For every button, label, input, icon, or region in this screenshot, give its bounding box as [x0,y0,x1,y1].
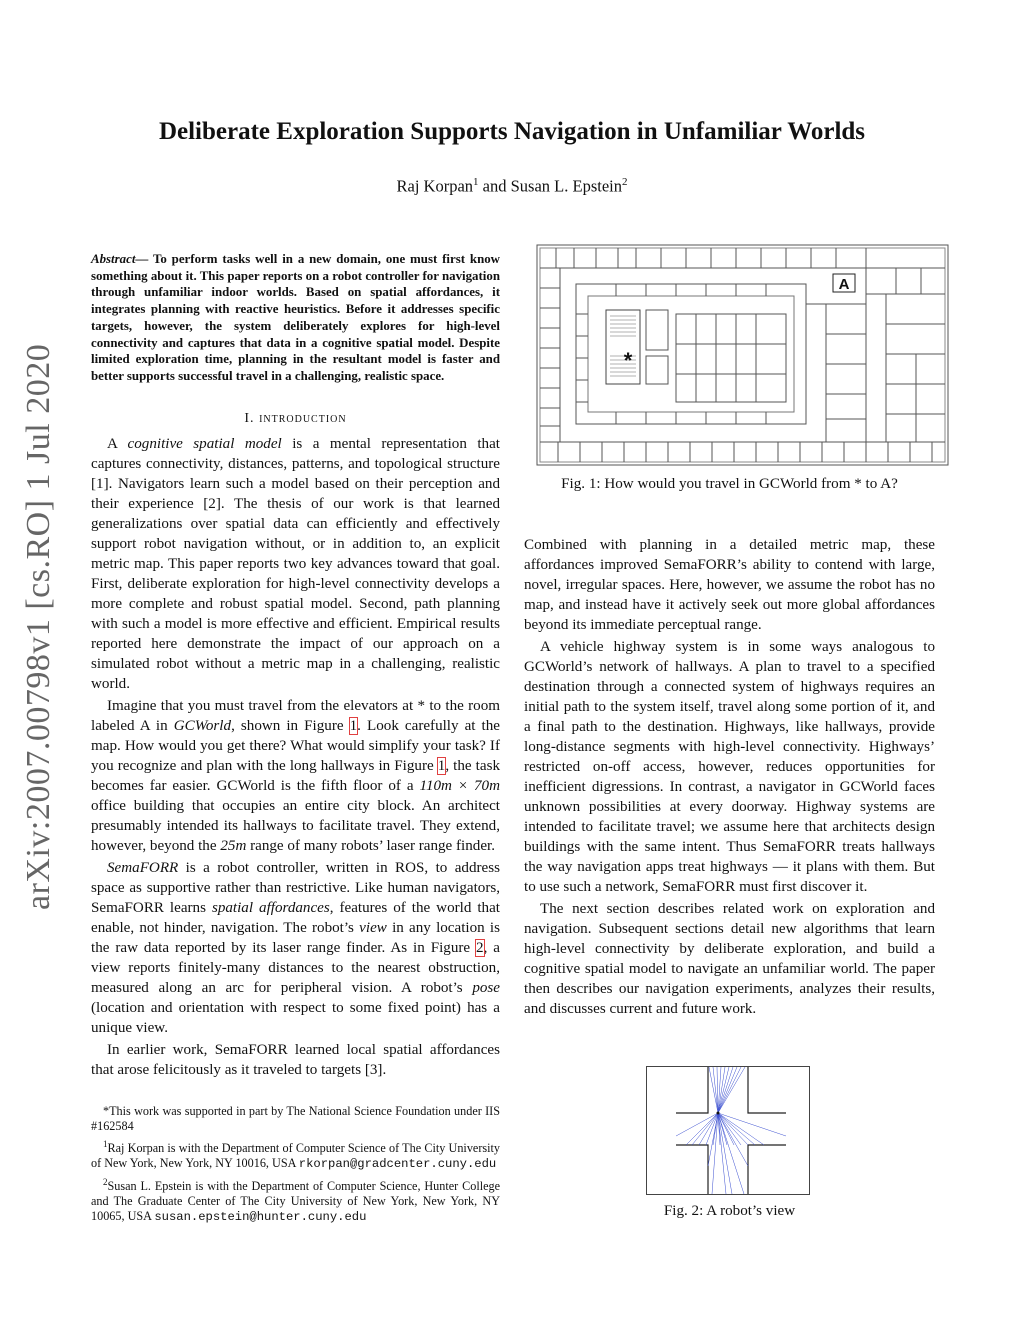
footnote-funding: *This work was supported in part by The National Science Foundation under IIS #162584 [91,1104,500,1133]
text: , a view reports finitely-many distances to the nearest obstruction, measured along an arc for peripheral vision. A robot’s [91,940,500,996]
author-line [0,176,1024,197]
robot-position [717,1112,720,1115]
paragraph [91,696,500,856]
text: is a mental representation that captures connectivity, distances, patterns, and topological structure [1]. Navigators learn such a model based on their perception and their experience [2]. The thesis of our work is that learned generalizations over spatial data can efficiently and effectively support robot navigation without, or in addition to, an explicit metric map. This paper reports two key advances toward that goal. First, deliberate exploration for high-level connectivity develops a more complete and robust spatial model. Second, path planning with such a model is more effective and efficient. Empirical results reported here demonstrate the impact of our approach on a simulated robot without a metric map in a challenging, realistic world. [91,436,500,692]
footnote-author-2 [91,1175,500,1225]
figure-1-floor-plan [536,244,949,467]
text: Raj Korpan is with the Department of Computer Science of The City University of New York, New York, NY 10016, USA [91,1141,500,1171]
figure-2-caption: Fig. 2: A robot’s view [663,1203,796,1219]
text: Imagine that you must travel from the elevators at * to the room labeled A in [91,698,500,734]
abstract-dash: — [135,252,153,266]
figure-2-link[interactable]: 2 [476,940,484,956]
text: , the task becomes far easier. GCWorld is the fifth floor of a [91,758,500,794]
paragraph: In earlier work, SemaFORR learned local spatial affordances that arose felicitously as it traveled to targets [3]. [91,1042,500,1078]
text: in any location is the raw data reported by its laser range finder. As in Figure [91,920,500,956]
text: (location and orientation with respect to some fixed point) has a unique view. [91,1000,500,1036]
abstract [91,251,500,385]
emphasis: spatial affordances [211,900,330,916]
section-number: I. [244,411,260,426]
section-heading-introduction [91,411,500,427]
footnotes [91,1104,500,1225]
author-2: Susan L. Epstein [510,176,622,196]
text: range of many robots’ laser range finder. [246,838,496,854]
paragraph [91,434,500,694]
text: , shown in Figure [231,718,350,734]
paper-title: Deliberate Exploration Supports Navigation in Unfamiliar Worlds [158,118,866,145]
text: , features of the world that enable, not hinder, navigation. The robot’s [91,900,500,936]
abstract-text: To perform tasks well in a new domain, one must first know something about it. This paper reports on a robot controller for navigation through unfamiliar indoor worlds. Based on spatial affordances, it integrates planning with reactive heuristics. Before it addresses specific targets, however, the system deliberately explores for high-level connectivity and captures that data in a cognitive spatial model. Despite limited exploration time, planning in the resultant model is faster and better supports successful travel in a challenging, realistic space. [91,252,500,383]
footnote-mark: 1 [103,1139,108,1149]
email-link[interactable]: susan.epstein@hunter.cuny.edu [154,1210,367,1225]
figure-1-link[interactable]: 1 [349,718,358,734]
emphasis: GCWorld [173,718,232,734]
elevator-star-marker: * [623,348,633,373]
paragraph: A vehicle highway system is in some ways analogous to GCWorld’s network of hallways. A plan to travel to a specified destination through a connected system of highways requires an initial path to the system itself, travel along some portion of it, and a final path to the destination. Highways, like hallways, provide long-distance segments with high-level connectivity. Highways’ restricted on-off access, however, reduces opportunities for inefficient digressions. In contrast, a navigator in GCWorld faces unknown possibilities at every doorway. Highway systems are intended to facilitate travel; we assume here that architects design buildings with the same intent. Thus SemaFORR treats hallways the way navigation apps treat highways — it plans with them. But to use such a network, SemaFORR must first discover it. [524,639,935,895]
math-dimensions: 110m × 70m [419,778,500,794]
emphasis: SemaFORR [107,860,179,876]
figure-1-link[interactable]: 1 [437,758,446,774]
room-a-label: A [838,276,850,293]
footnote-author-1 [91,1137,500,1172]
math-range: 25m [220,838,247,854]
text: is a robot controller, written in ROS, to address space as supportive rather than restrictive. Like human navigators, SemaFORR learns [91,860,500,916]
right-column-body [524,535,935,1019]
arxiv-identifier: arXiv:2007.00798v1 [cs.RO] 1 Jul 2020 [20,343,57,910]
figure-1-caption: Fig. 1: How would you travel in GCWorld from * to A? [561,476,898,492]
footnote-mark: 2 [103,1177,108,1188]
emphasis: cognitive spatial model [127,436,282,452]
paragraph: Combined with planning in a detailed metric map, these affordances improved SemaFORR’s ability to contend with large, novel, irregular spaces. Here, however, we assume the robot has no map, and instead have it actively seek out more global affordances beyond its immediate perceptual range. [524,537,935,633]
abstract-label: Abstract [91,252,136,266]
email-link[interactable]: rkorpan@gradcenter.cuny.edu [298,1157,497,1172]
text: Susan L. Epstein is with the Department of Computer Science, Hunter College and The Graduate Center of The City University of New York, New York, NY 10065, USA [91,1179,500,1224]
text: . Look carefully at the map. How would you get there? What would simplify your task? If you recognize and plan with the long hallways in Figure [91,718,500,774]
emphasis: pose [472,980,500,996]
paragraph [91,858,500,1038]
paragraph: The next section describes related work on exploration and navigation. Subsequent sections detail new algorithms that learn high-level connectivity by deliberate exploration, and build a cognitive spatial model to navigate an unfamiliar world. The paper then describes our navigation experiments, analyzes their results, and discusses current and future work. [524,901,935,1017]
author-conjunction: and [478,176,511,196]
section-title: introduction [259,411,347,426]
emphasis: view [359,920,387,936]
author-1-affiliation: 1 [473,176,479,188]
author-1: Raj Korpan [396,176,474,196]
text: A [107,436,128,452]
left-column-body [91,434,500,1080]
author-2-affiliation: 2 [621,176,628,188]
figure-2-robot-view [646,1066,810,1195]
text: office building that occupies an entire city block. An architect presumably intended its hallways to facilitate travel. They extend, however, beyond the [91,798,500,854]
